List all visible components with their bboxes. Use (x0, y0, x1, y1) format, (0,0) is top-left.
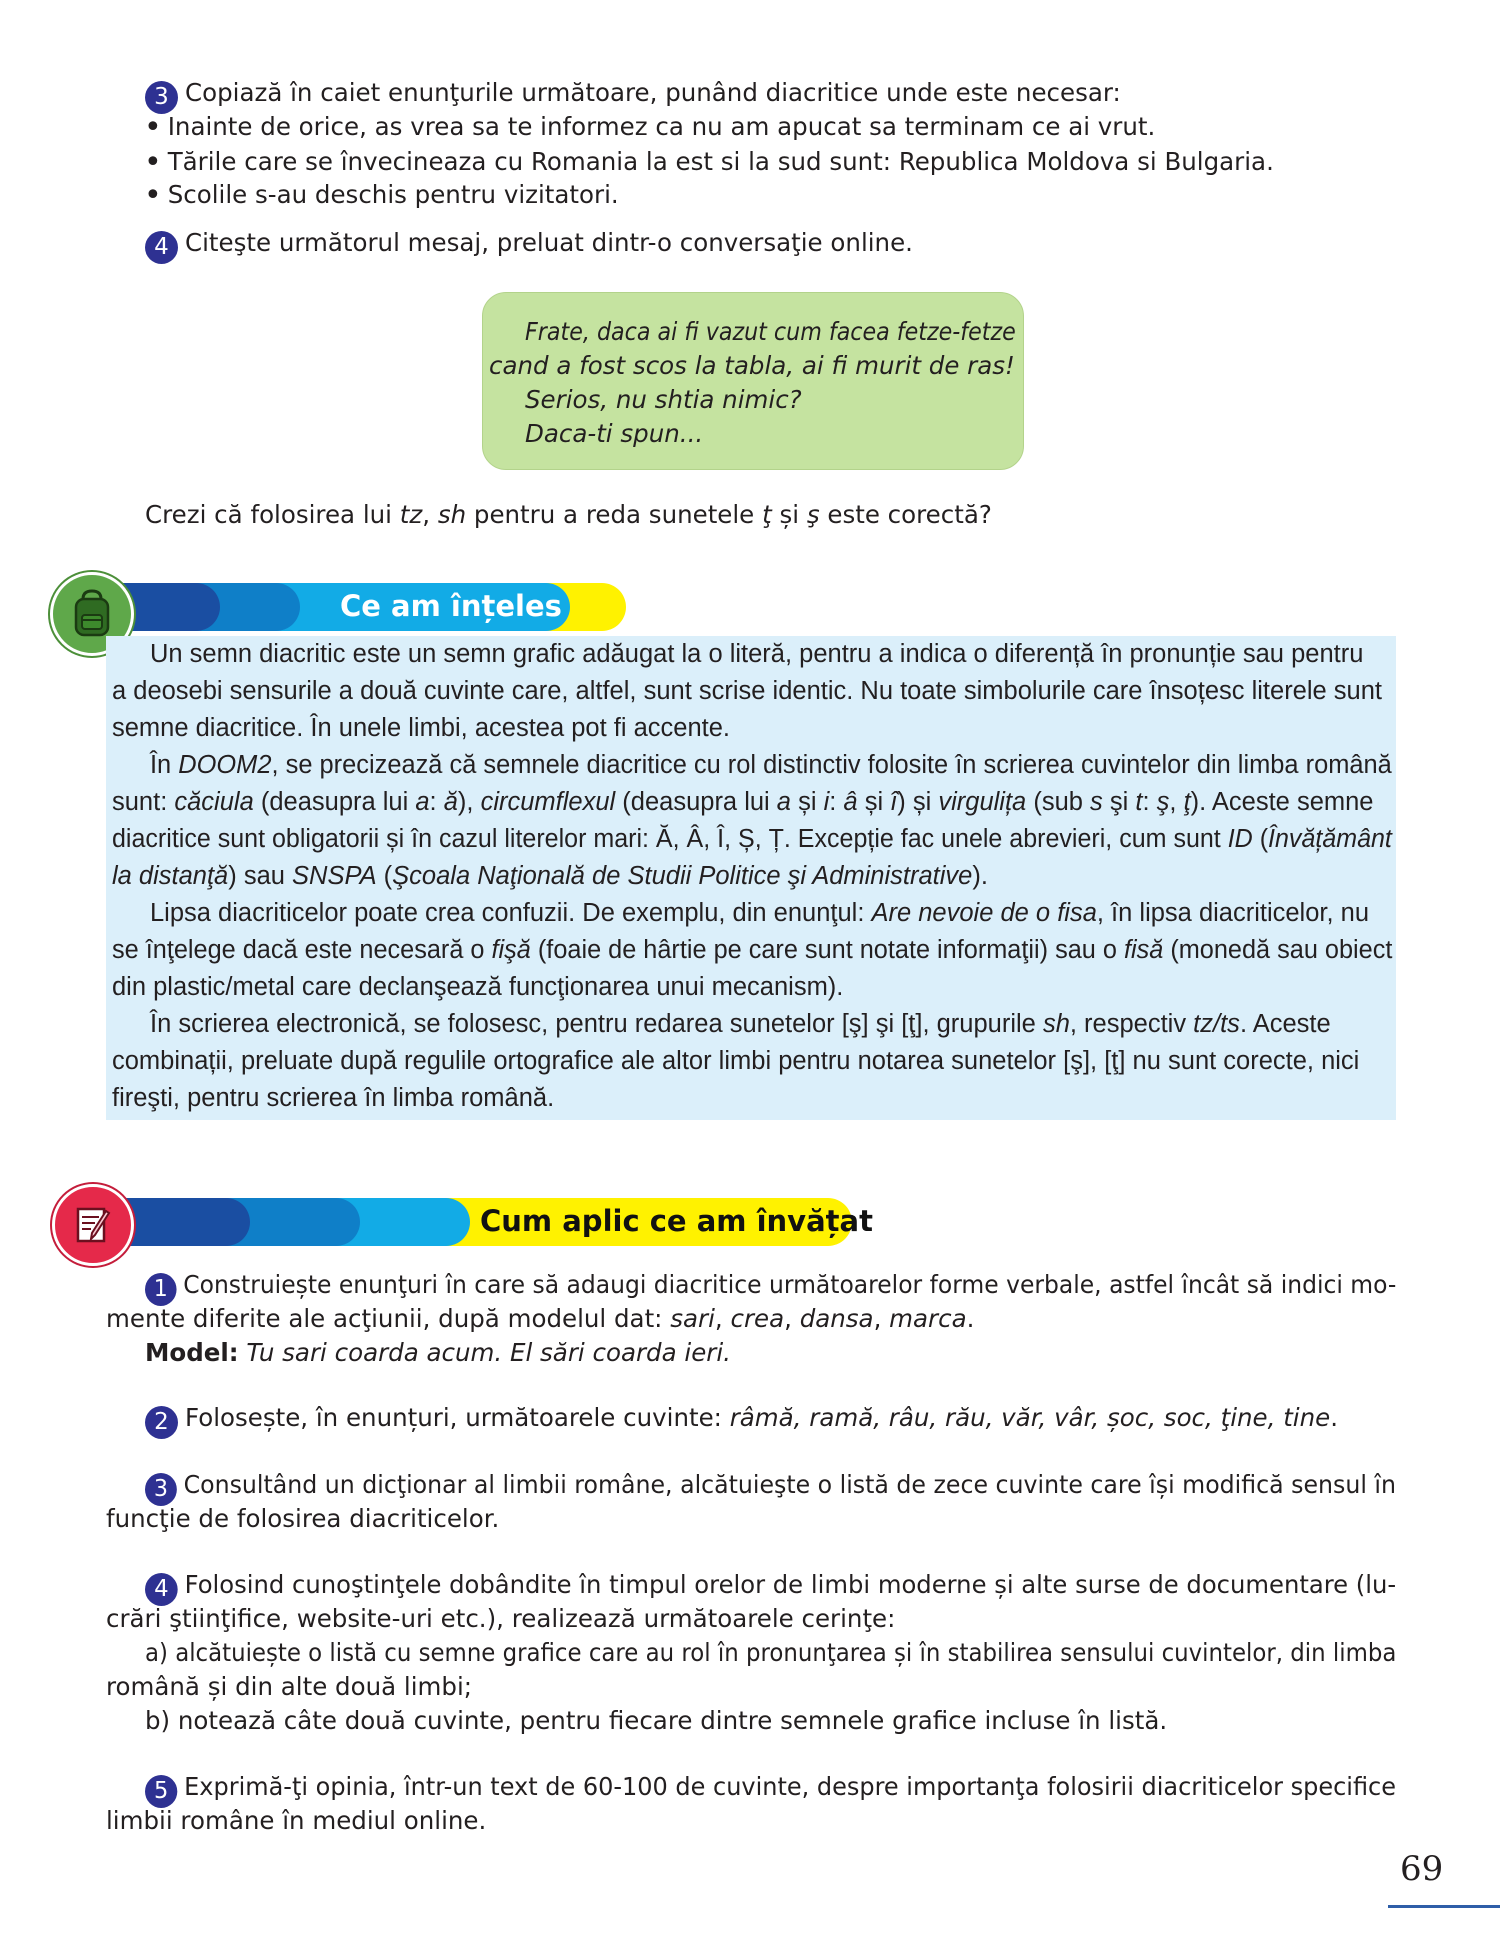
bullet-item: • Inainte de orice, as vrea sa te informez ca nu am apucat sa terminam ce ai vrut. (144, 110, 1155, 145)
exercise-number-badge: 4 (145, 1573, 178, 1606)
exercise-3-prompt: 3 Copiază în caiet enunţurile următoare, punând diacritice unde este necesar: (145, 76, 1121, 114)
summary-line: se înţelege dacă este necesară o fişă (foaie de hârtie pe care sunt notate informaţii) sau o fisă (monedă sau obiect (112, 936, 1393, 964)
exercise-4-prompt: 4 Citeşte următorul mesaj, preluat dintr-o conversaţie online. (145, 226, 913, 264)
summary-line: la distanţă) sau SNSPA (Şcoala Naţională de Studii Politice şi Administrative). (112, 862, 988, 890)
apply-exercise-2: 2 Folosește, în enunțuri, următoarele cuvinte: râmă, ramă, râu, rău, văr, vâr, șoc, soc, ţine, tine. (145, 1401, 1338, 1439)
apply-exercise-3-line2: funcţie de folosirea diacriticelor. (106, 1504, 500, 1533)
exercise-number-badge: 3 (145, 1473, 177, 1506)
exercise-number-badge: 5 (145, 1775, 177, 1808)
summary-line: fireşti, pentru scrierea în limba română. (112, 1084, 555, 1112)
apply-exercise-1: 1 Construiește enunţuri în care să adaugi diacritice următoarelor forme verbale, astfel încât să indici mo- (145, 1268, 1396, 1306)
section-title: Ce am înțeles (340, 589, 562, 623)
exercise-number-badge: 3 (145, 81, 178, 114)
summary-line: a deosebi sensurile a două cuvinte care, altfel, sunt scrise identic. Nu toate simbolurile care însoțesc literele sunt (112, 677, 1382, 705)
summary-line: sunt: căciula (deasupra lui a: ă), circumflexul (deasupra lui a și i: â și î) și virgulița (sub s şi t: ş, ţ). Aceste semne (112, 788, 1374, 816)
summary-line: În scrierea electronică, se folosesc, pentru redarea sunetelor [ş] şi [ţ], grupurile sh, respectiv tz/ts. Aceste (150, 1010, 1331, 1038)
apply-exercise-5: 5 Exprimă-ţi opinia, într-un text de 60-100 de cuvinte, despre importanţa folosirii diacriticelor specifice (145, 1770, 1396, 1808)
page-number-rule (1388, 1905, 1500, 1908)
apply-exercise-1-line2: mente diferite ale acţiunii, după modelul dat: sari, crea, dansa, marca. (106, 1304, 975, 1333)
chat-line: cand a fost scos la tabla, ai fi murit de ras! (489, 351, 1015, 380)
apply-exercise-4: 4 Folosind cunoştinţele dobândite în timpul orelor de limbi moderne și alte surse de documentare (lu- (145, 1568, 1396, 1606)
bullet-item: • Scolile s-au deschis pentru vizitatori. (144, 178, 619, 213)
chat-line: Daca-ti spun... (525, 419, 704, 448)
exercise-number-badge: 1 (145, 1273, 177, 1306)
bullet-item: • Tările care se învecineaza cu Romania la est si la sud sunt: Republica Moldova si Bulgaria. (144, 145, 1274, 180)
summary-box (106, 636, 1396, 1120)
exercise-number-badge: 4 (145, 231, 178, 264)
section-title: Cum aplic ce am învățat (480, 1204, 873, 1238)
summary-line: diacritice sunt obligatorii și în cazul literelor mari: Ă, Â, Î, Ș, Ț. Excepție fac unele abrevieri, cum sunt ID (Învățământ (112, 825, 1392, 853)
chat-line: Serios, nu shtia nimic? (525, 385, 802, 414)
summary-line: Lipsa diacriticelor poate crea confuzii. De exemplu, din enunţul: Are nevoie de o fisa, în lipsa diacriticelor, nu (150, 899, 1370, 927)
summary-line: În DOOM2, se precizează că semnele diacritice cu rol distinctiv folosite în scrierea cuvintelor din limba română (150, 751, 1392, 779)
summary-line: semne diacritice. În unele limbi, acestea pot fi accente. (112, 714, 730, 742)
apply-exercise-5-line2: limbii române în mediul online. (106, 1806, 487, 1835)
chat-message-bubble (482, 292, 1024, 470)
exercise-number-badge: 2 (145, 1406, 178, 1439)
summary-line: combinații, preluate după regulile ortografice ale altor limbi pentru notarea sunetelor [ş], [ţ] nu sunt corecte, nici (112, 1047, 1360, 1075)
apply-exercise-4-line2: crări ştiinţifice, website-uri etc.), realizează următoarele cerinţe: (106, 1604, 896, 1633)
apply-exercise-3: 3 Consultând un dicţionar al limbii române, alcătuieşte o listă de zece cuvinte care își modifică sensul în (145, 1468, 1396, 1506)
apply-exercise-4-a: a) alcătuiește o listă cu semne grafice care au rol în pronunţarea și în stabilirea sensului cuvintelor, din limba (145, 1638, 1397, 1667)
page-number: 69 (1400, 1849, 1444, 1889)
apply-exercise-1-model: Model: Tu sari coarda acum. El sări coarda ieri. (145, 1338, 731, 1367)
writing-pad-icon (52, 1184, 134, 1266)
summary-line: Un semn diacritic este un semn grafic adăugat la o literă, pentru a indica o diferență în pronunție sau pentru (150, 640, 1364, 668)
summary-line: din plastic/metal care declanşează funcţionarea unui mecanism). (112, 973, 844, 1001)
chat-line: Frate, daca ai fi vazut cum facea fetze-fetze (525, 317, 1016, 346)
apply-exercise-4-a-line2: română și din alte două limbi; (106, 1672, 473, 1701)
exercise-4-question: Crezi că folosirea lui tz, sh pentru a reda sunetele ţ și ş este corectă? (145, 500, 992, 529)
apply-exercise-4-b: b) notează câte două cuvinte, pentru fiecare dintre semnele grafice incluse în listă. (145, 1706, 1168, 1735)
